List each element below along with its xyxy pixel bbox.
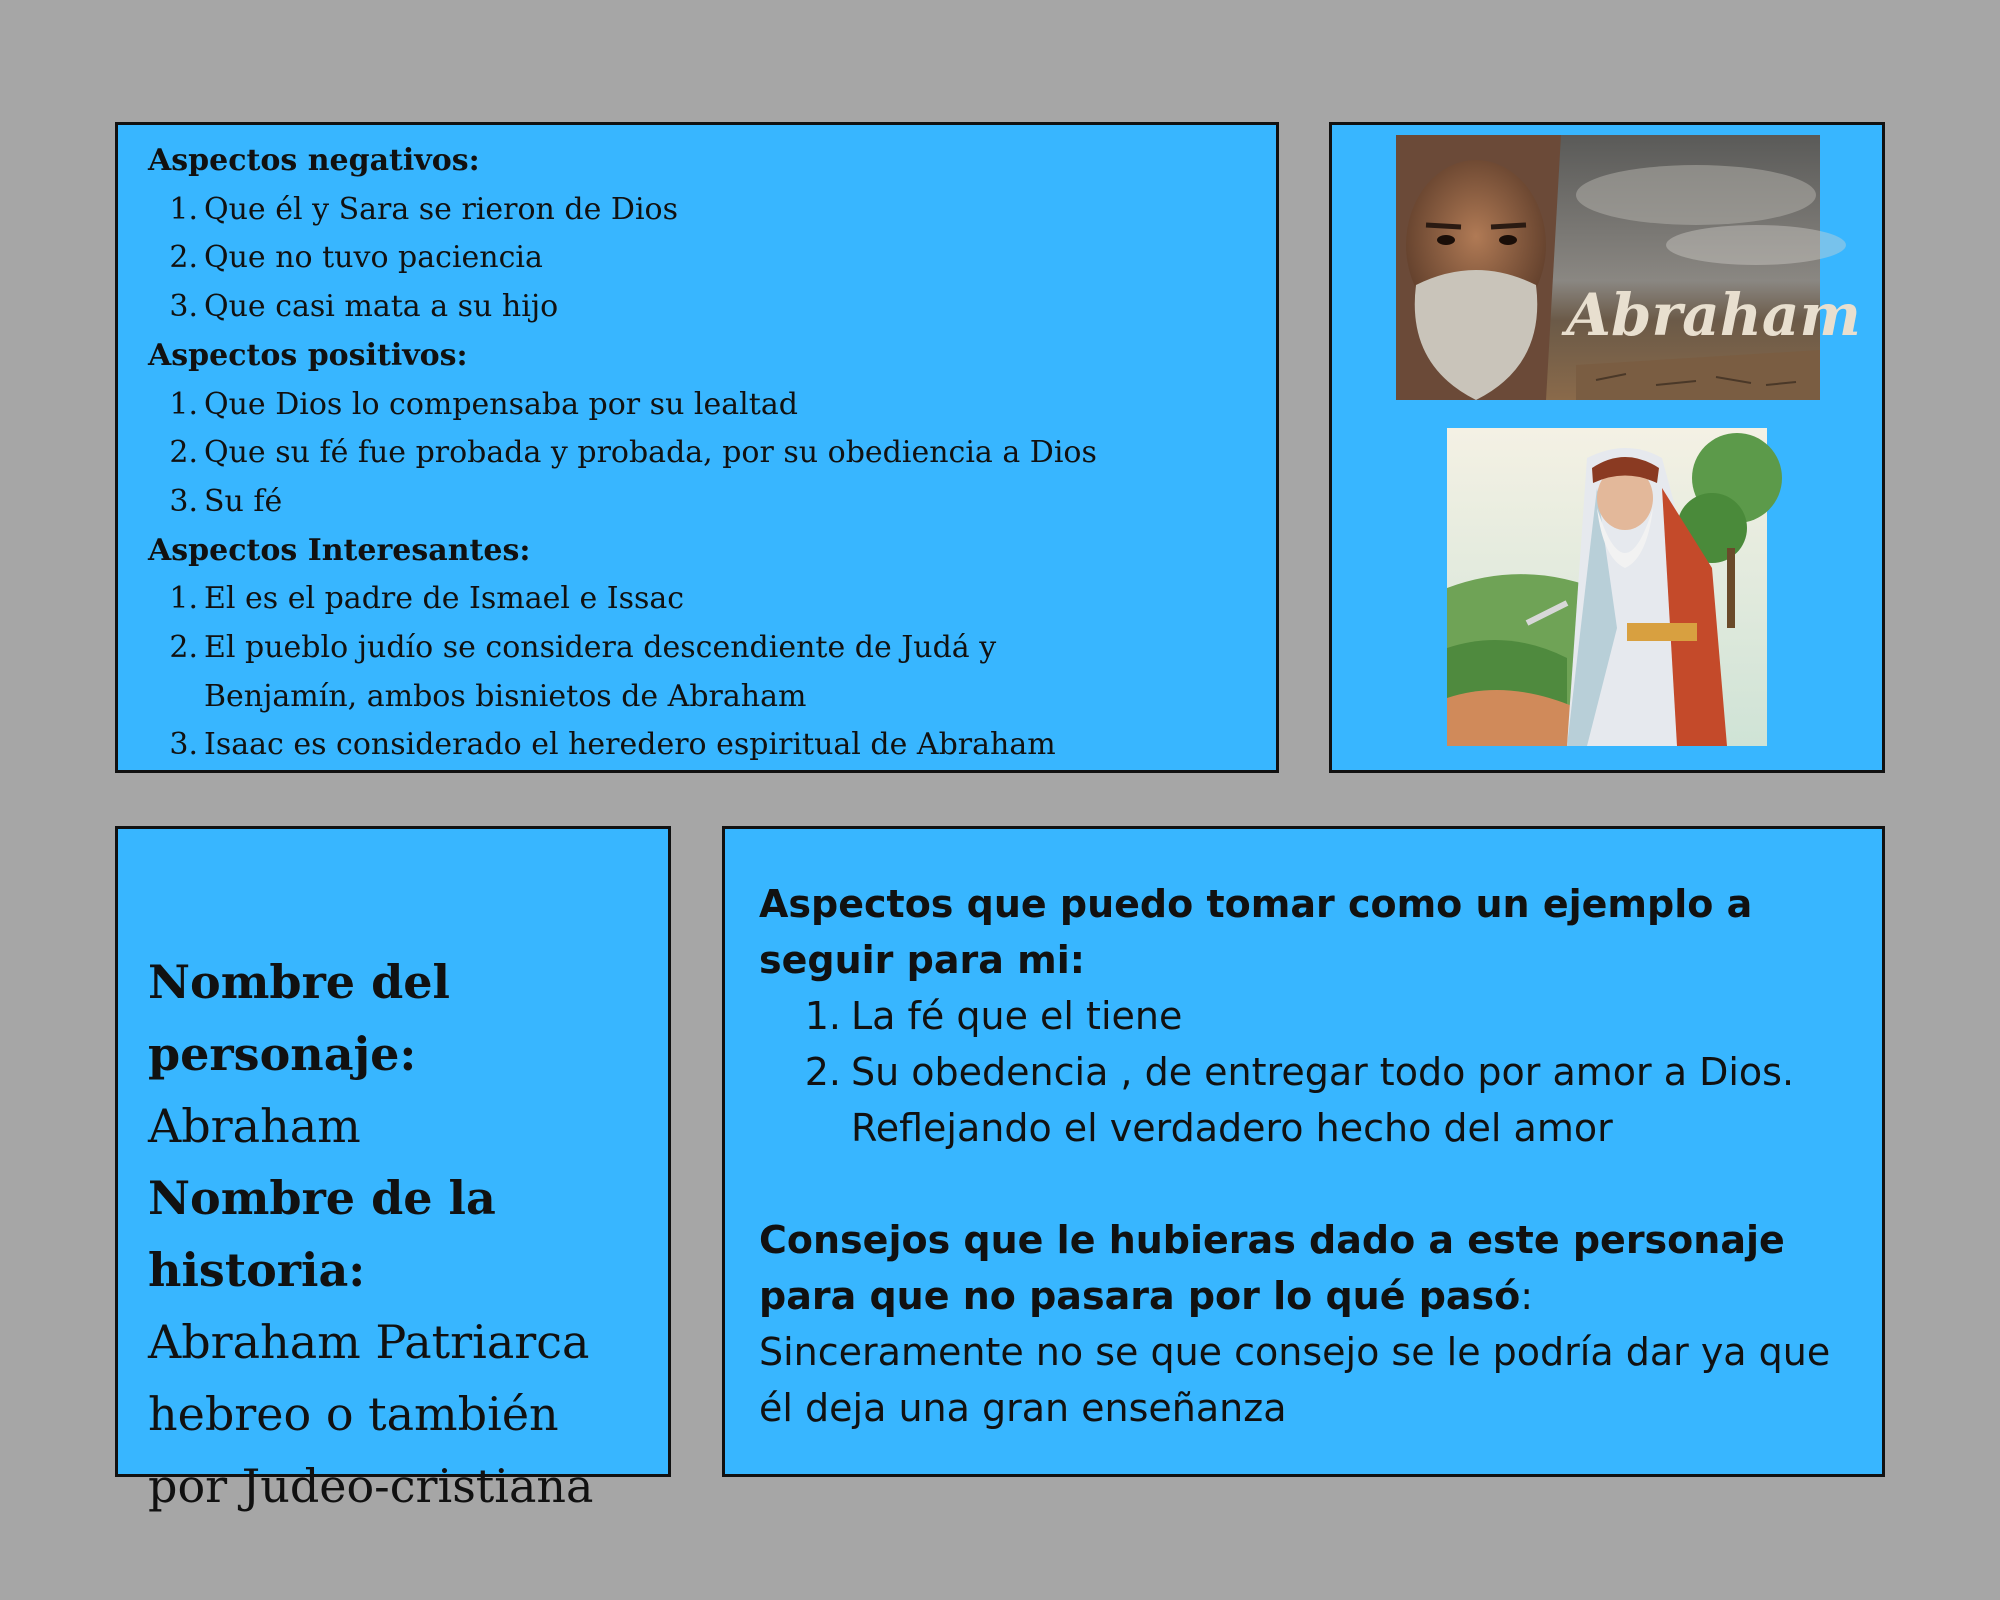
list-item bbox=[148, 429, 1256, 478]
list-text: El es el padre de Ismael e Issac bbox=[204, 581, 685, 617]
aspects-content bbox=[148, 137, 1256, 770]
spacer bbox=[759, 1156, 1852, 1212]
advice-colon: : bbox=[1520, 1274, 1534, 1318]
list-item bbox=[148, 234, 1256, 283]
list-text: Que no tuvo paciencia bbox=[204, 240, 543, 276]
list-item bbox=[759, 988, 1852, 1044]
abraham-sacrifice-painting bbox=[1447, 428, 1767, 746]
list-number: 2. bbox=[804, 1050, 841, 1094]
list-number: 3. bbox=[169, 727, 198, 763]
list-number: 2. bbox=[169, 240, 198, 276]
negative-heading: Aspectos negativos: bbox=[148, 143, 480, 178]
portrait-caption: Abraham bbox=[1566, 281, 1861, 349]
list-number: 3. bbox=[169, 289, 198, 325]
list-text: Que él y Sara se rieron de Dios bbox=[204, 191, 679, 227]
names-content bbox=[148, 946, 648, 1522]
story-value: Abraham Patriarca hebreo o también por Judeo-cristiana bbox=[148, 1315, 594, 1513]
list-text: Su fé bbox=[204, 483, 283, 519]
list-number: 1. bbox=[804, 994, 841, 1038]
list-text: Que su fé fue probada y probada, por su obediencia a Dios bbox=[204, 435, 1097, 471]
character-value: Abraham bbox=[148, 1099, 361, 1153]
list-item bbox=[148, 721, 1256, 770]
list-number: 2. bbox=[169, 630, 198, 666]
list-text: El pueblo judío se considera descendiente de Judá y Benjamín, ambos bisnietos de Abraham bbox=[204, 630, 997, 714]
images-panel bbox=[1329, 122, 1885, 773]
list-text: Isaac es considerado el heredero espiritual de Abraham bbox=[204, 727, 1056, 763]
advice-content bbox=[759, 876, 1852, 1436]
list-item bbox=[759, 1044, 1852, 1156]
list-item bbox=[148, 381, 1256, 430]
advice-heading: Consejos que le hubieras dado a este personaje para que no pasara por lo qué pasó bbox=[759, 1218, 1785, 1318]
advice-heading-line bbox=[759, 1212, 1852, 1324]
list-item bbox=[148, 478, 1256, 527]
example-heading: Aspectos que puedo tomar como un ejemplo a seguir para mi: bbox=[759, 882, 1753, 982]
advice-panel bbox=[722, 826, 1885, 1477]
list-item bbox=[148, 624, 1256, 721]
list-item bbox=[148, 186, 1256, 235]
list-number: 3. bbox=[169, 483, 198, 519]
list-number: 1. bbox=[169, 386, 198, 422]
advice-text: Sinceramente no se que consejo se le podría dar ya que él deja una gran enseñanza bbox=[759, 1330, 1831, 1430]
list-item bbox=[148, 283, 1256, 332]
list-text: Que casi mata a su hijo bbox=[204, 289, 559, 325]
list-number: 2. bbox=[169, 435, 198, 471]
story-label: Nombre de la historia: bbox=[148, 1171, 496, 1297]
abraham-portrait-image bbox=[1396, 135, 1861, 400]
list-number: 1. bbox=[169, 191, 198, 227]
list-number: 1. bbox=[169, 581, 198, 617]
list-text: Que Dios lo compensaba por su lealtad bbox=[204, 386, 798, 422]
positive-heading: Aspectos positivos: bbox=[148, 337, 468, 373]
list-item bbox=[148, 575, 1256, 624]
list-text: La fé que el tiene bbox=[851, 994, 1183, 1038]
aspects-panel bbox=[115, 122, 1279, 773]
names-panel bbox=[115, 826, 671, 1513]
interesting-heading: Aspectos Interesantes: bbox=[148, 532, 531, 568]
list-text: Su obedencia , de entregar todo por amor a Dios. Reflejando el verdadero hecho del amor bbox=[851, 1050, 1795, 1150]
character-label: Nombre del personaje: bbox=[148, 955, 450, 1081]
